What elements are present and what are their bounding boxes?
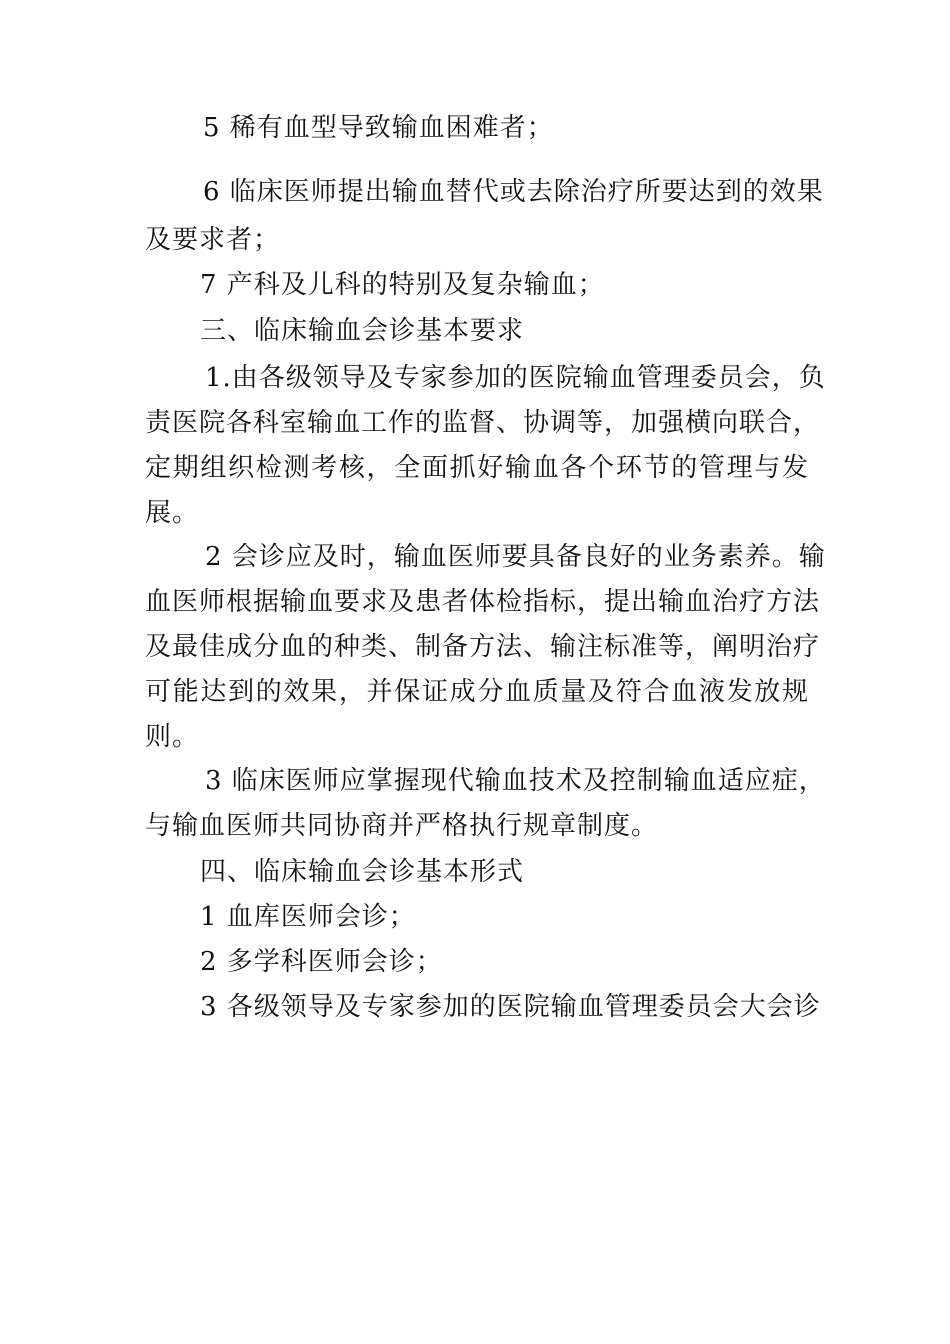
requirement-2-line-4: 可能达到的效果，并保证成分血质量及符合血液发放规 xyxy=(145,677,809,707)
requirement-2-line-3: 及最佳成分血的种类、制备方法、输注标准等，阐明治疗 xyxy=(145,632,821,662)
requirement-2-line-5: 则。 xyxy=(145,722,200,752)
list-item-6-line-2: 及要求者； xyxy=(145,225,281,255)
requirement-1-line-1: 1.由各级领导及专家参加的医院输血管理委员会，负 xyxy=(205,363,826,393)
form-item-3: 3 各级领导及专家参加的医院输血管理委员会大会诊 xyxy=(200,992,821,1022)
requirement-1-line-4: 展。 xyxy=(145,498,200,528)
list-item-7: 7 产科及儿科的特别及复杂输血； xyxy=(200,270,605,300)
list-item-6-line-1: 6 临床医师提出输血替代或去除治疗所要达到的效果 xyxy=(203,177,824,207)
form-item-2: 2 多学科医师会诊； xyxy=(200,947,443,977)
requirement-2-line-1: 2 会诊应及时，输血医师要具备良好的业务素养。输 xyxy=(205,542,826,572)
section-heading-3: 三、临床输血会诊基本要求 xyxy=(200,316,525,346)
requirement-1-line-3: 定期组织检测考核，全面抓好输血各个环节的管理与发 xyxy=(145,453,809,483)
requirement-2-line-2: 血医师根据输血要求及患者体检指标，提出输血治疗方法 xyxy=(145,587,821,617)
requirement-3-line-1: 3 临床医师应掌握现代输血技术及控制输血适应症， xyxy=(205,766,826,796)
requirement-1-line-2: 责医院各科室输血工作的监督、协调等，加强横向联合， xyxy=(145,408,821,438)
section-heading-4: 四、临床输血会诊基本形式 xyxy=(200,857,525,887)
form-item-1: 1 血库医师会诊； xyxy=(200,902,416,932)
requirement-3-line-2: 与输血医师共同协商并严格执行规章制度。 xyxy=(145,811,659,841)
list-item-5: 5 稀有血型导致输血困难者； xyxy=(203,113,554,143)
